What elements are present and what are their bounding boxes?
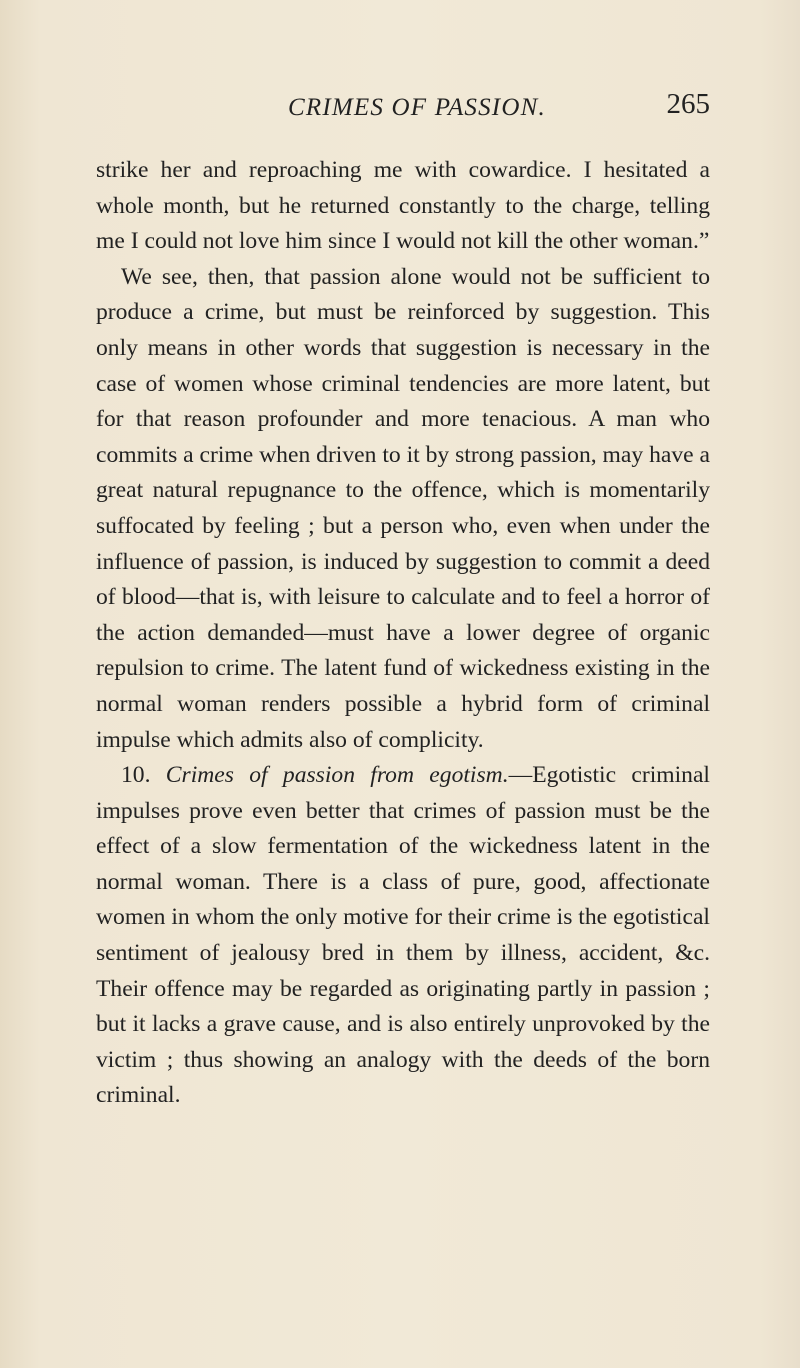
paragraph-passion-suggestion: We see, then, that passion alone would not be sufficient to produce a crime, but must be reinforced by suggestion. This only means in other words that suggestion is necessary in the case of women whose criminal tendencies are more latent, but for that reason profounder and more tenacious. A man who commits a crime when driven to it by strong passion, may have a great natural repugnance to the offence, which is momentarily suffocated by feeling ; but a person who, even when under the influence of passion, is induced by suggestion to commit a deed of blood—that is, with leisure to calculate and to feel a horror of the action demanded—must have a lower degree of organic repulsion to crime. The latent fund of wickedness existing in the normal woman renders possible a hybrid form of criminal impulse which admits also of complicity. xyxy=(96,263,710,753)
paragraph-section-10 xyxy=(96,758,710,1114)
section-title: Crimes of passion from egotism. xyxy=(165,762,509,789)
page-header xyxy=(96,88,710,128)
paragraph-continued: strike her and reproaching me with cowardice. I hesitated a whole month, but he returned constantly to the charge, telling me I could not love him since I would not kill the other woman.” xyxy=(96,157,710,255)
page-number: 265 xyxy=(666,88,710,120)
running-head: CRIMES OF PASSION. xyxy=(288,94,546,121)
section-number: 10. xyxy=(121,762,151,789)
section-text: —Egotistic criminal impulses prove even better that crimes of passion must be the effect of a slow fermentation of the wickedness latent in the normal woman. There is a class of pure, good, affectionate women in whom the only motive for their crime is the egotistical sentiment of jealousy bred in them by illness, accident, &c. Their offence may be regarded as originating partly in passion ; but it lacks a grave cause, and is also entirely unprovoked by the victim ; thus showing an analogy with the deeds of the born criminal. xyxy=(96,762,710,1109)
body-text xyxy=(96,153,710,1114)
